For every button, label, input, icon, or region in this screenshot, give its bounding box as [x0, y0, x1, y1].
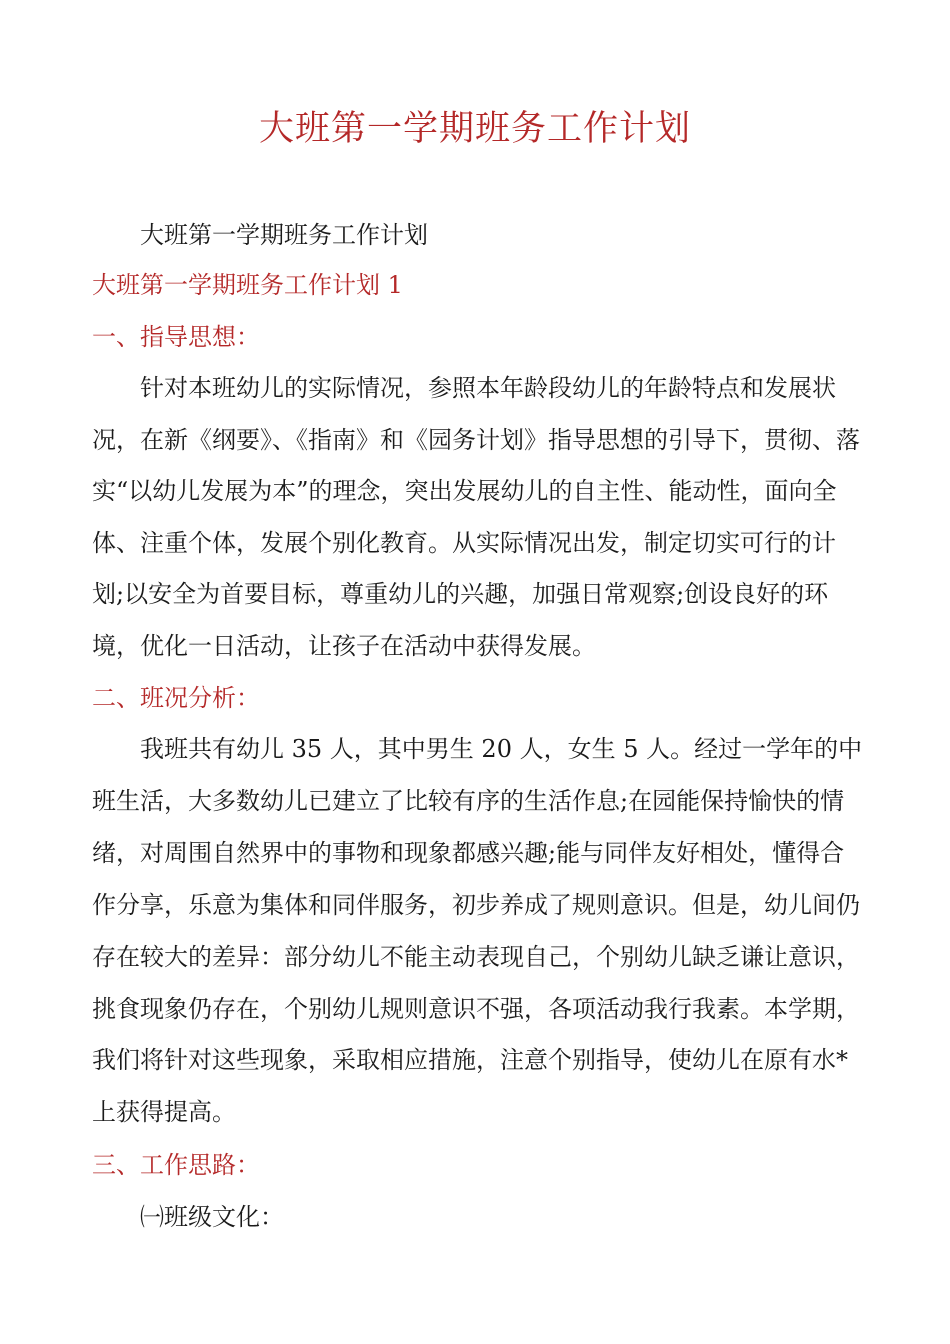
paragraph-line: 况，在新《纲要》、《指南》和《园务计划》指导思想的引导下，贯彻、落 [92, 426, 860, 454]
paragraph-line: 境，优化一日活动，让孩子在活动中获得发展。 [92, 632, 596, 660]
paragraph-line: 针对本班幼儿的实际情况，参照本年龄段幼儿的年龄特点和发展状 [140, 374, 836, 402]
subheading-class-culture: ㈠班级文化： [140, 1203, 284, 1231]
section-heading-main: 大班第一学期班务工作计划 1 [92, 271, 403, 299]
paragraph-line: 班生活，大多数幼儿已建立了比较有序的生活作息;在园能保持愉快的情 [92, 787, 845, 815]
paragraph-line: 我们将针对这些现象，采取相应措施，注意个别指导，使幼儿在原有水* [92, 1046, 848, 1074]
paragraph-line: 我班共有幼儿 35 人，其中男生 20 人，女生 5 人。经过一学年的中 [140, 735, 863, 763]
paragraph-line: 作分享，乐意为集体和同伴服务，初步养成了规则意识。但是，幼儿间仍 [92, 891, 860, 919]
paragraph-line: 体、注重个体，发展个别化教育。从实际情况出发，制定切实可行的计 [92, 529, 836, 557]
heading-class-analysis: 二、班况分析： [92, 684, 260, 712]
heading-guiding-ideology: 一、指导思想： [92, 323, 260, 351]
paragraph-line: 存在较大的差异：部分幼儿不能主动表现自己，个别幼儿缺乏谦让意识， [92, 943, 860, 971]
subtitle: 大班第一学期班务工作计划 [140, 221, 428, 249]
paragraph-line: 上获得提高。 [92, 1098, 236, 1126]
heading-work-ideas: 三、工作思路： [92, 1151, 260, 1179]
paragraph-line: 实“以幼儿发展为本”的理念，突出发展幼儿的自主性、能动性，面向全 [92, 477, 837, 505]
document-title: 大班第一学期班务工作计划 [258, 109, 691, 149]
paragraph-line: 绪，对周围自然界中的事物和现象都感兴趣;能与同伴友好相处，懂得合 [92, 839, 845, 867]
paragraph-line: 划;以安全为首要目标，尊重幼儿的兴趣，加强日常观察;创设良好的环 [92, 580, 829, 608]
paragraph-line: 挑食现象仍存在，个别幼儿规则意识不强，各项活动我行我素。本学期， [92, 995, 860, 1023]
